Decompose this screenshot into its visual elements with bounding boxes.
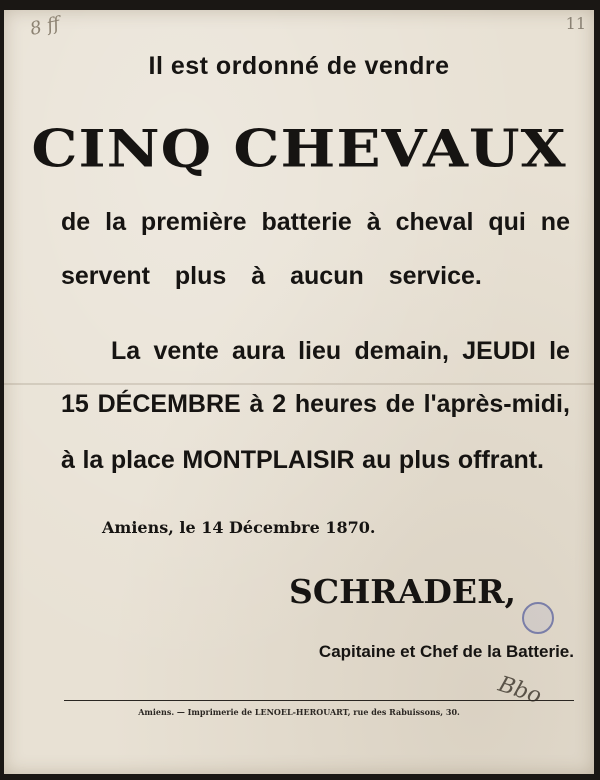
- pencil-mark-top-right: 11: [565, 14, 586, 33]
- word: de: [385, 390, 415, 418]
- body-line-4: [61, 262, 500, 291]
- footer-rule: [64, 700, 574, 701]
- word: à: [249, 390, 264, 418]
- word: aucun: [290, 262, 364, 290]
- word: première: [140, 208, 247, 236]
- word: à: [366, 208, 381, 236]
- headline: CINQ CHEVAUX: [31, 119, 567, 179]
- word: le: [549, 337, 570, 365]
- word: la: [105, 208, 126, 236]
- word: La: [111, 337, 141, 365]
- word: au: [362, 446, 392, 474]
- word: à: [251, 262, 266, 290]
- word: heures: [294, 390, 377, 418]
- body-line-7: [61, 446, 544, 475]
- signature-title: Capitaine et Chef de la Batterie.: [318, 642, 574, 661]
- word: servent: [61, 262, 150, 290]
- word: plus: [398, 446, 451, 474]
- word: place: [110, 446, 175, 474]
- body-line-5: [111, 337, 570, 366]
- pencil-mark-top-left: 8 ff: [28, 13, 62, 40]
- word: vente: [153, 337, 219, 365]
- pencil-mark-bottom-right: Bbo: [495, 671, 545, 710]
- signature-name: SCHRADER,: [289, 572, 516, 611]
- word: aura: [232, 337, 285, 365]
- fold-crease: [4, 383, 594, 385]
- word: cheval: [395, 208, 474, 236]
- word: ne: [540, 208, 570, 236]
- word: la: [82, 446, 104, 474]
- word: l'après-midi,: [423, 390, 570, 418]
- day-number: 15: [61, 390, 89, 418]
- word: lieu: [298, 337, 342, 365]
- intro-line: Il est ordonné de vendre: [148, 52, 450, 80]
- poster-sheet: [4, 10, 594, 774]
- hour: 2: [272, 390, 287, 418]
- word: offrant.: [457, 446, 544, 474]
- body-line-3: [61, 208, 570, 237]
- word: de: [61, 208, 91, 236]
- word: qui: [488, 208, 526, 236]
- weekday: JEUDI: [462, 337, 536, 365]
- word: batterie: [261, 208, 352, 236]
- library-stamp: [522, 602, 554, 634]
- printer-imprint: Amiens. — Imprimerie de LENOEL-HEROUART, rue des Rabuissons, 30.: [138, 707, 460, 717]
- word: service.: [388, 262, 482, 290]
- word: à: [61, 446, 75, 474]
- body-line-6: [61, 390, 570, 419]
- word: plus: [174, 262, 227, 290]
- word: demain,: [354, 337, 449, 365]
- month: DÉCEMBRE: [97, 390, 241, 418]
- place-name: MONTPLAISIR: [182, 446, 355, 474]
- date-line: Amiens, le 14 Décembre 1870.: [102, 518, 376, 537]
